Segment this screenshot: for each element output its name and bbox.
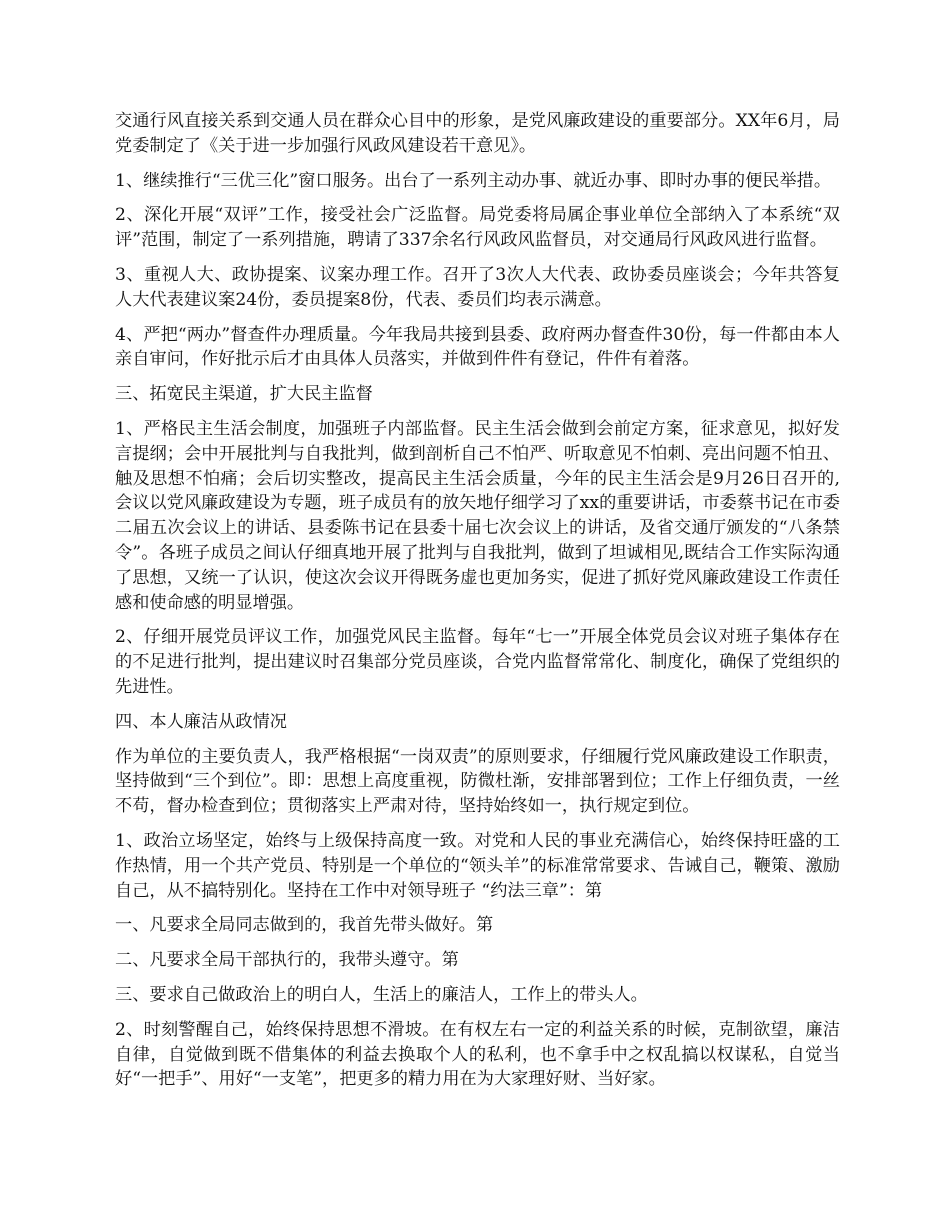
paragraph-intro-traffic-conduct: 交通行风直接关系到交通人员在群众心目中的形象，是党风廉政建设的重要部分。XX年6月，局党委制定了《关于进一步加强行风政风建设若干意见》。	[115, 111, 840, 156]
paragraph-rule-one: 一、凡要求全局同志做到的，我首先带头做好。第	[115, 915, 494, 936]
section-heading-democracy: 三、拓宽民主渠道，扩大民主监督	[115, 384, 373, 405]
section-heading-integrity: 四、本人廉洁从政情况	[115, 711, 287, 732]
paragraph-self-discipline: 2、时刻警醒自己，始终保持思想不滑坡。在有权左右一定的利益关系的时候，克制欲望，廉洁自律，自觉做到既不借集体的利益去换取个人的私利，也不拿手中之权乱搞以权谋私，自觉当好“一把手”、用好“一支笔”，把更多的精力用在为大家理好财、当好家。	[115, 1019, 840, 1090]
paragraph-double-evaluation: 2、深化开展“双评”工作，接受社会广泛监督。局党委将局属企事业单位全部纳入了本系统“双评”范围，制定了一系列措施，聘请了337余名行风政风监督员，对交通局行风政风进行监督。	[115, 205, 840, 251]
paragraph-proposals: 3、重视人大、政协提案、议案办理工作。召开了3次人大代表、政协委员座谈会；今年共答复人大代表建议案24份，委员提案8份，代表、委员们均表示满意。	[115, 264, 840, 310]
paragraph-window-service: 1、继续推行“三优三化”窗口服务。出台了一系列主动办事、就近办事、即时办事的便民举措。	[115, 170, 832, 191]
paragraph-democratic-life: 1、严格民主生活会制度，加强班子内部监督。民主生活会做到会前定方案，征求意见，拟好发言提纲；会中开展批判与自我批判，做到剖析自己不怕严、听取意见不怕刺、亮出问题不怕丑、触及思想不怕痛；会后切实整改，提高民主生活会质量，今年的民主生活会是9月26日召开的,会议以党风廉政建设为专题，班子成员有的放矢地仔细学习了xx的重要讲话，市委蔡书记在市委二届五次会议上的讲话、县委陈书记在县委十届七次会议上的讲话，及省交通厅颁发的“八条禁令”。各班子成员之间认仔细真地开展了批判与自我批判，做到了坦诚相见,既结合工作实际沟通了思想，又统一了认识，使这次会议开得既务虚也更加务实，促进了抓好党风廉政建设工作责任感和使命感的明显增强。	[115, 418, 840, 613]
paragraph-supervision-items: 4、严把“两办”督查件办理质量。今年我局共接到县委、政府两办督查件30份，每一件都由本人亲自审问，作好批示后才由具体人员落实，并做到件件有登记，件件有着落。	[115, 324, 840, 370]
paragraph-rule-three: 三、要求自己做政治上的明白人，生活上的廉洁人，工作上的带头人。	[115, 984, 648, 1005]
paragraph-political-stance: 1、政治立场坚定，始终与上级保持高度一致。对党和人民的事业充满信心，始终保持旺盛的工作热情，用一个共产党员、特别是一个单位的“领头羊”的标准常常要求、告诫自己，鞭策、激励自己，从不搞特别化。坚持在工作中对领导班子 “约法三章”：第	[115, 830, 840, 901]
document-page	[115, 109, 840, 1102]
paragraph-rule-two: 二、凡要求全局干部执行的，我带头遵守。第	[115, 950, 459, 971]
paragraph-party-evaluation: 2、仔细开展党员评议工作，加强党风民主监督。每年“七一”开展全体党员会议对班子集体存在的不足进行批判，提出建议时召集部分党员座谈，合党内监督常常化、制度化，确保了党组织的先进性。	[115, 627, 840, 697]
paragraph-responsibility: 作为单位的主要负责人，我严格根据“一岗双责”的原则要求，仔细履行党风廉政建设工作职责，坚持做到“三个到位”。即：思想上高度重视，防微杜渐，安排部署到位；工作上仔细负责，一丝不苟，督办检查到位；贯彻落实上严肃对待，坚持始终如一，执行规定到位。	[115, 746, 840, 817]
